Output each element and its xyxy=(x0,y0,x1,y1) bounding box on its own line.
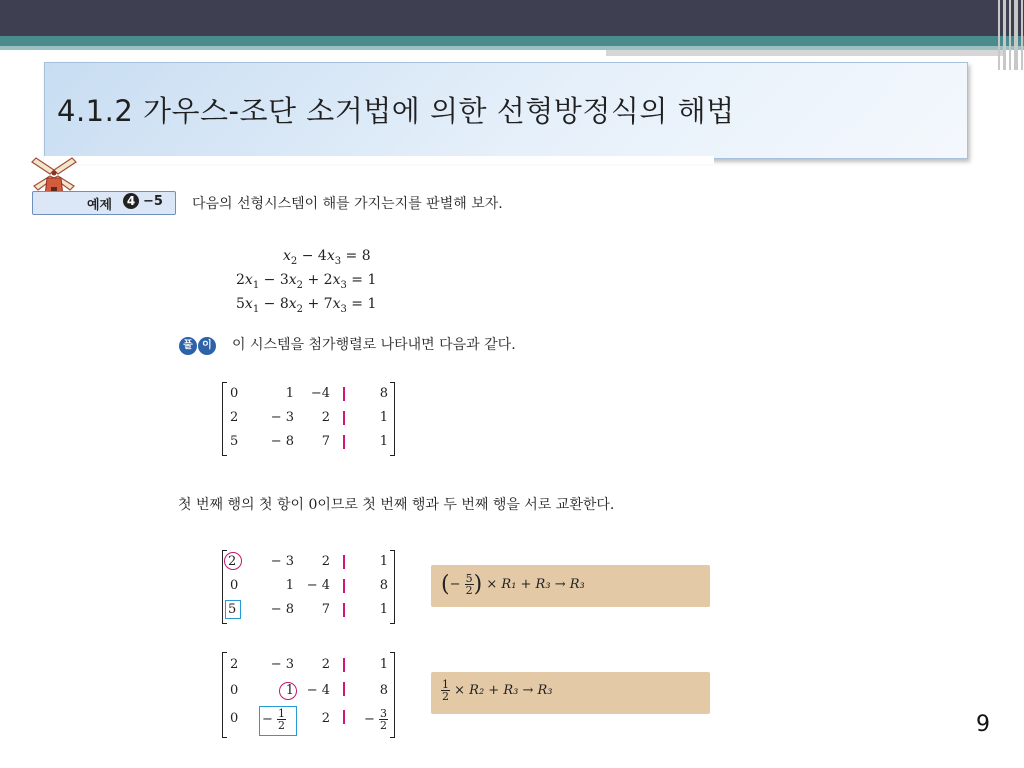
equation-1: $x_2 - 4x_3 = 8$ xyxy=(283,248,371,267)
row-operation-2 xyxy=(431,672,710,714)
augmented-matrix-3 xyxy=(222,652,400,738)
frac-denominator: 2 xyxy=(278,719,286,732)
matrix-cell: 2 xyxy=(321,657,330,672)
op2-denominator: 2 xyxy=(442,690,449,703)
matrix-cell: 2 xyxy=(321,410,330,425)
matrix-cell: 2 xyxy=(321,711,330,726)
solution-badge xyxy=(179,333,217,355)
augment-bar xyxy=(343,603,345,617)
problem-text: 다음의 선형시스템이 해를 가지는지를 판별해 보자. xyxy=(192,196,503,212)
example-word: 예제 xyxy=(87,198,113,213)
title-box xyxy=(44,62,968,159)
op1-denominator: 2 xyxy=(465,584,473,597)
matrix-cell: 1 xyxy=(285,578,294,593)
augmented-matrix-1 xyxy=(222,382,400,458)
augment-bar xyxy=(343,387,345,401)
matrix-cell-fraction xyxy=(262,708,294,731)
equation-3: $5x_1 - 8x_2 + 7x_3 = 1$ xyxy=(236,296,377,315)
matrix-cell: 2 xyxy=(230,410,239,425)
matrix-cell-fraction xyxy=(354,708,388,731)
header-grey-bar xyxy=(606,50,1006,56)
decorative-lines xyxy=(994,0,1024,70)
matrix-cell: 2 xyxy=(321,554,330,569)
augmented-matrix-2 xyxy=(222,550,400,626)
matrix-bracket-left xyxy=(222,652,227,738)
frac-numerator: 3 xyxy=(380,707,387,720)
frac-denominator: 2 xyxy=(380,719,387,732)
solution-badge-char-1: 풀 xyxy=(179,337,197,355)
matrix-bracket-right xyxy=(390,550,395,624)
augment-bar xyxy=(343,710,345,724)
matrix-cell: 0 xyxy=(230,711,239,726)
example-number-badge: 4 xyxy=(123,193,139,209)
matrix-cell: 1 xyxy=(285,386,294,401)
op1-numerator: 5 xyxy=(465,572,473,585)
matrix-cell: 1 xyxy=(379,554,388,569)
matrix-cell: −4 xyxy=(310,386,330,401)
matrix-cell: − 8 xyxy=(270,434,294,449)
matrix-cell: 5 xyxy=(230,434,239,449)
matrix-cell: − 4 xyxy=(306,578,330,593)
augment-bar xyxy=(343,411,345,425)
op2-expression: × R₂ + R₃ → R₃ xyxy=(454,683,553,698)
matrix-cell: 2 xyxy=(230,657,239,672)
matrix-cell: 1 xyxy=(379,657,388,672)
example-subnumber: −5 xyxy=(143,194,163,209)
example-label xyxy=(32,191,176,215)
augment-bar xyxy=(343,555,345,569)
augment-bar xyxy=(343,658,345,672)
matrix-cell: 0 xyxy=(230,578,239,593)
matrix-cell: 1 xyxy=(285,683,294,698)
swap-text: 첫 번째 행의 첫 항이 0이므로 첫 번째 행과 두 번째 행을 서로 교환한다. xyxy=(178,497,615,513)
matrix-cell: − 8 xyxy=(270,602,294,617)
matrix-bracket-right xyxy=(390,652,395,738)
matrix-cell: − 3 xyxy=(270,657,294,672)
matrix-cell: − 4 xyxy=(306,683,330,698)
header-dark-bar xyxy=(0,0,1024,36)
matrix-cell: 0 xyxy=(230,386,239,401)
matrix-cell: 2 xyxy=(228,554,237,569)
matrix-bracket-left xyxy=(222,382,227,456)
equation-2: $2x_1 - 3x_2 + 2x_3 = 1$ xyxy=(236,272,377,291)
matrix-cell: − 3 xyxy=(270,554,294,569)
augment-bar xyxy=(343,579,345,593)
matrix-cell: 7 xyxy=(321,602,330,617)
frac-numerator: 1 xyxy=(278,707,286,720)
header-teal-bar xyxy=(0,36,1024,46)
matrix-bracket-right xyxy=(390,382,395,456)
op1-expression: × R₁ + R₃ → R₃ xyxy=(486,577,585,592)
matrix-cell: 8 xyxy=(379,386,388,401)
solution-text: 이 시스템을 첨가행렬로 나타내면 다음과 같다. xyxy=(232,337,516,353)
augment-bar xyxy=(343,435,345,449)
slide-title: 4.1.2 가우스-조단 소거법에 의한 선형방정식의 해법 xyxy=(57,94,735,128)
row-operation-1: (− $\frac{5}{2}$ ) × R₁ + R₃ → R₃ xyxy=(431,565,710,607)
matrix-cell: 1 xyxy=(379,434,388,449)
matrix-cell: − 3 xyxy=(270,410,294,425)
matrix-cell: 0 xyxy=(230,683,239,698)
matrix-cell: 1 xyxy=(379,602,388,617)
matrix-cell: 7 xyxy=(321,434,330,449)
augment-bar xyxy=(343,682,345,696)
matrix-cell: 1 xyxy=(379,410,388,425)
op2-numerator: 1 xyxy=(442,678,449,691)
matrix-cell: 8 xyxy=(379,578,388,593)
frac-minus: − xyxy=(262,712,273,727)
matrix-cell: 5 xyxy=(228,602,237,617)
frac-minus: − xyxy=(363,712,379,727)
page-number: 9 xyxy=(976,712,990,737)
title-underlay xyxy=(44,156,714,164)
matrix-cell: 8 xyxy=(379,683,388,698)
solution-badge-char-2: 이 xyxy=(198,337,216,355)
op1-sign: − xyxy=(449,577,461,592)
